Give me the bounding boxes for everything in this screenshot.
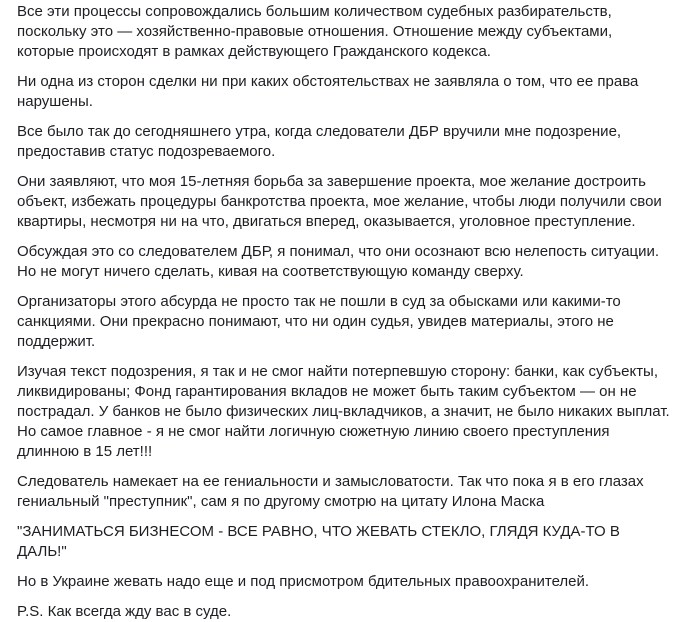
post-paragraph-7: Изучая текст подозрения, я так и не смог найти потерпевшую сторону: банки, как субъекты, ликвидированы; Фонд гарантирования вкладов не может быть таким субъектом — он не пострадал. У банков не было физических лиц-вкладчиков, а значит, не было никаких выплат. [17, 363, 670, 420]
post-paragraph-11: Но в Украине жевать надо еще и под присмотром бдительных правоохранителей. [17, 573, 590, 590]
post-paragraph-2: Ни одна из сторон сделки ни при каких обстоятельствах не заявляла о том, что ее права нарушены. [17, 73, 639, 110]
post-paragraph-9: Следователь намекает на ее гениальности и замысловатости. Так что пока я в его глазах гениальный "преступник", сам я по другому смотрю на цитату Илона Маска [17, 473, 644, 510]
post-postscript: P.S. Как всегда жду вас в суде. [17, 603, 232, 620]
post-paragraph-8: Но самое главное - я не смог найти логичную сюжетную линию своего преступления длинною в 15 лет!!! [17, 423, 610, 460]
post-paragraph-5: Обсуждая это со следователем ДБР, я понимал, что они осознают всю нелепость ситуации. Но не могут ничего сделать, кивая на соответствующую команду сверху. [17, 243, 660, 280]
post-paragraph-4: Они заявляют, что моя 15-летняя борьба за завершение проекта, мое желание достроить объект, избежать процедуры банкротства проекта, мое желание, чтобы люди получили свои квартиры, несмотря ни на что, двигаться вперед, оказывается, уголовное преступление. [17, 173, 662, 230]
post-paragraph-6: Организаторы этого абсурда не просто так не пошли в суд за обысками или какими-то санкциями. Они прекрасно понимают, что ни один судья, увидев материалы, этого не поддержит. [17, 293, 621, 350]
post-quote: "ЗАНИМАТЬСЯ БИЗНЕСОМ - ВСЕ РАВНО, ЧТО ЖЕВАТЬ СТЕКЛО, ГЛЯДЯ КУДА-ТО В ДАЛЬ!" [17, 523, 620, 560]
post-paragraph-1: Все эти процессы сопровождались большим количеством судебных разбирательств, поскольку это — хозяйственно-правовые отношения. Отношение между субъектами, которые происходят в рамках действующего Гражданского кодекса. [17, 3, 613, 60]
post-paragraph-3: Все было так до сегодняшнего утра, когда следователи ДБР вручили мне подозрение, предоставив статус подозреваемого. [17, 123, 622, 160]
